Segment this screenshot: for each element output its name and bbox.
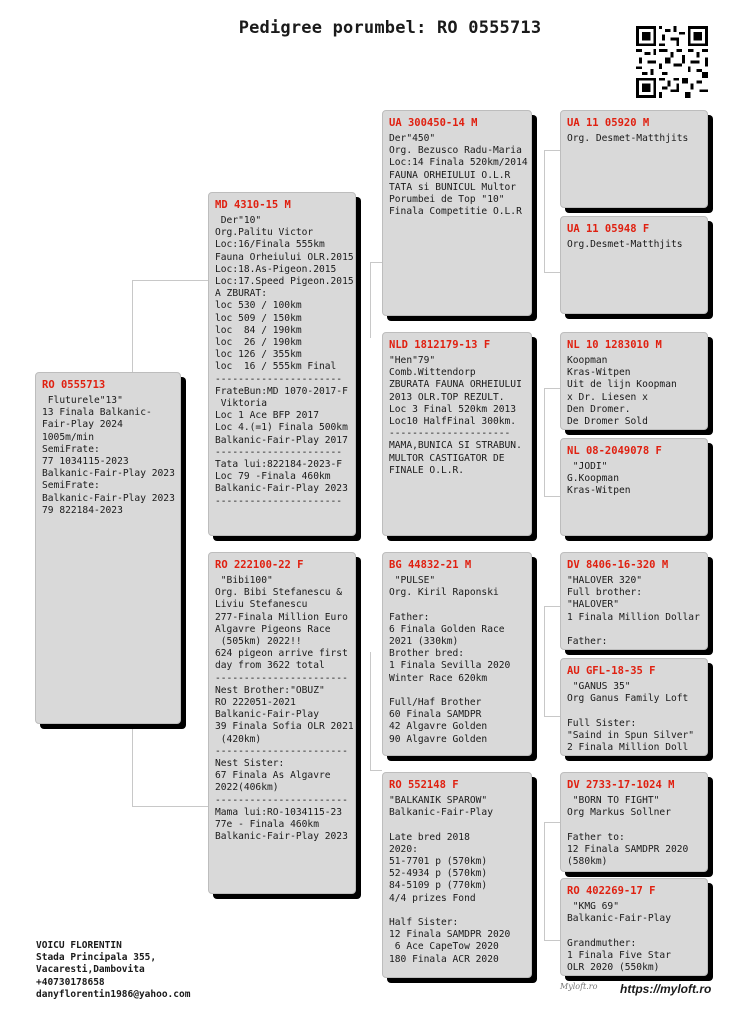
pigeon-card-dam-dam-dam bbox=[560, 878, 708, 976]
connector-line bbox=[544, 150, 545, 272]
pigeon-details: Der"450" Org. Bezusco Radu-Maria Loc:14 Finala 520km/2014 FAUNA ORHEIULUI O.L.R TATA si BUNICUL Multor Porumbei de Top "10" Finala Competitie O.L.R bbox=[389, 133, 528, 218]
connector-line bbox=[132, 806, 210, 807]
pigeon-card-dam bbox=[208, 552, 356, 894]
connector-line bbox=[544, 822, 560, 823]
pigeon-details: Fluturele"13" 13 Finala Balkanic- Fair-Play 2024 1005m/min SemiFrate: 77 1034115-2023 Balkanic-Fair-Play 2023 SemiFrate: Balkanic-Fair-Play 2023 79 822184-2023 bbox=[42, 395, 175, 516]
connector-line bbox=[544, 388, 545, 496]
pigeon-card-dam-sire-dam bbox=[560, 658, 708, 756]
qr-code-icon bbox=[636, 26, 708, 98]
connector-line bbox=[544, 496, 560, 497]
ring-number: DV 8406-16-320 M bbox=[567, 559, 669, 571]
pigeon-card-dam-sire-sire bbox=[560, 552, 708, 650]
signature-logo: Myloft.ro bbox=[560, 982, 598, 991]
ring-number: NL 08-2049078 F bbox=[567, 445, 662, 457]
connector-line bbox=[544, 150, 560, 151]
connector-line bbox=[370, 652, 371, 770]
connector-line bbox=[132, 280, 210, 281]
pigeon-details: "HALOVER 320" Full brother: "HALOVER" 1 Finala Million Dollar Father: bbox=[567, 575, 700, 648]
pigeon-details: "KMG 69" Balkanic-Fair-Play Grandmuther: 1 Finala Five Star OLR 2020 (550km) bbox=[567, 901, 671, 974]
owner-contact: VOICU FLORENTIN Stada Principala 355, Vacaresti,Dambovita +40730178658 danyflorentin1986@yahoo.com bbox=[36, 940, 191, 1000]
connector-line bbox=[544, 272, 560, 273]
connector-line bbox=[370, 262, 371, 338]
connector-line bbox=[370, 770, 382, 771]
ring-number: RO 552148 F bbox=[389, 779, 459, 791]
pigeon-details: Org.Desmet-Matthjits bbox=[567, 239, 683, 250]
pigeon-details: "PULSE" Org. Kiril Raponski Father: 6 Finala Golden Race 2021 (330km) Brother bred: 1 Finala Sevilla 2020 Winter Race 620km Full/Haf Brother 60 Finala SAMDPR 42 Algavre Golden 90 Algavre Golden bbox=[389, 575, 511, 745]
connector-line bbox=[544, 940, 560, 941]
ring-number: UA 11 05948 F bbox=[567, 223, 650, 235]
pigeon-details: Der"10" Org.Palitu Victor Loc:16/Finala 555km Fauna Orheiului OLR.2015 Loc:18.As-Pigeon.2015 Loc:17.Speed Pigeon.2015 A ZBURAT: loc 530 / 100km loc 509 / 150km loc 84 / 190km loc 26 / 190km loc 126 / 355km loc 16 / 555km Final ---------------------- FrateBun:MD 1070-2017-F Viktoria Loc 1 Ace BFP 2017 Loc 4.(=1) Finala 500km Balkanic-Fair-Play 2017 ---------------------- Tata lui:822184-2023-F Loc 79 -Finala 460km Balkanic-Fair-Play 2023 ---------------------- bbox=[215, 215, 354, 507]
pigeon-card-dam-dam bbox=[382, 772, 532, 978]
pigeon-details: "BORN TO FIGHT" Org Markus Sollner Father to: 12 Finala SAMDPR 2020 (580km) bbox=[567, 795, 689, 868]
pigeon-details: "JODI" G.Koopman Kras-Witpen bbox=[567, 461, 631, 497]
website-link[interactable]: https://myloft.ro bbox=[620, 982, 712, 996]
connector-line bbox=[544, 822, 545, 940]
ring-number: NL 10 1283010 M bbox=[567, 339, 662, 351]
pigeon-details: "GANUS 35" Org Ganus Family Loft Full Sister: "Saind in Spun Silver" 2 Finala Million Doll bbox=[567, 681, 695, 754]
ring-number: BG 44832-21 M bbox=[389, 559, 472, 571]
ring-number: DV 2733-17-1024 M bbox=[567, 779, 675, 791]
pigeon-card-main bbox=[35, 372, 181, 724]
ring-number: NLD 1812179-13 F bbox=[389, 339, 491, 351]
connector-line bbox=[544, 606, 545, 716]
connector-line bbox=[132, 722, 133, 806]
pigeon-details: Koopman Kras-Witpen Uit de lijn Koopman x Dr. Liesen x Den Dromer. De Dromer Sold bbox=[567, 355, 677, 428]
ring-number: AU GFL-18-35 F bbox=[567, 665, 656, 677]
pigeon-details: "Bibi100" Org. Bibi Stefanescu & Liviu Stefanescu 277-Finala Million Euro Algavre Pigeons Race (505km) 2022!! 624 pigeon arrive first day from 3622 total ----------------------- Nest Brother:"OBUZ" RO 222051-2021 Balkanic-Fair-Play 39 Finala Sofia OLR 2021 (420km) ----------------------- Nest Sister: 67 Finala As Algavre 2022(406km) ----------------------- Mama lui:RO-1034115-23 77e - Finala 460km Balkanic-Fair-Play 2023 bbox=[215, 575, 354, 843]
connector-line bbox=[544, 716, 560, 717]
pigeon-card-dam-sire bbox=[382, 552, 532, 756]
page-title: Pedigree porumbel: RO 0555713 bbox=[238, 18, 542, 38]
connector-line bbox=[544, 388, 560, 389]
pigeon-card-sire-sire-sire bbox=[560, 110, 708, 208]
ring-number: MD 4310-15 M bbox=[215, 199, 291, 211]
pigeon-card-sire-dam-dam bbox=[560, 438, 708, 536]
ring-number: RO 0555713 bbox=[42, 379, 106, 391]
pigeon-card-sire bbox=[208, 192, 356, 536]
connector-line bbox=[544, 606, 560, 607]
connector-line bbox=[132, 280, 133, 372]
pigeon-card-sire-sire-dam bbox=[560, 216, 708, 314]
pigeon-card-sire-dam bbox=[382, 332, 532, 536]
pigeon-card-dam-dam-sire bbox=[560, 772, 708, 872]
ring-number: RO 222100-22 F bbox=[215, 559, 304, 571]
pigeon-details: Org. Desmet-Matthjits bbox=[567, 133, 689, 144]
pigeon-card-sire-sire bbox=[382, 110, 532, 316]
pigeon-details: "Hen"79" Comb.Wittendorp ZBURATA FAUNA ORHEIULUI 2013 OLR.TOP REZULT. Loc 3 Final 520km 2013 Loc10 HalfFinal 300km. --------------------- MAMA,BUNICA SI STRABUN. MULTOR CASTIGATOR DE FINALE O.L.R. bbox=[389, 355, 522, 476]
ring-number: UA 300450-14 M bbox=[389, 117, 478, 129]
ring-number: RO 402269-17 F bbox=[567, 885, 656, 897]
pigeon-details: "BALKANIK SPAROW" Balkanic-Fair-Play Late bred 2018 2020: 51-7701 p (570km) 52-4934 p (570km) 84-5109 p (770km) 4/4 prizes Fond Half Sister: 12 Finala SAMDPR 2020 6 Ace CapeTow 2020 180 Finala ACR 2020 bbox=[389, 795, 511, 965]
ring-number: UA 11 05920 M bbox=[567, 117, 650, 129]
pigeon-card-sire-dam-sire bbox=[560, 332, 708, 430]
connector-line bbox=[370, 262, 382, 263]
